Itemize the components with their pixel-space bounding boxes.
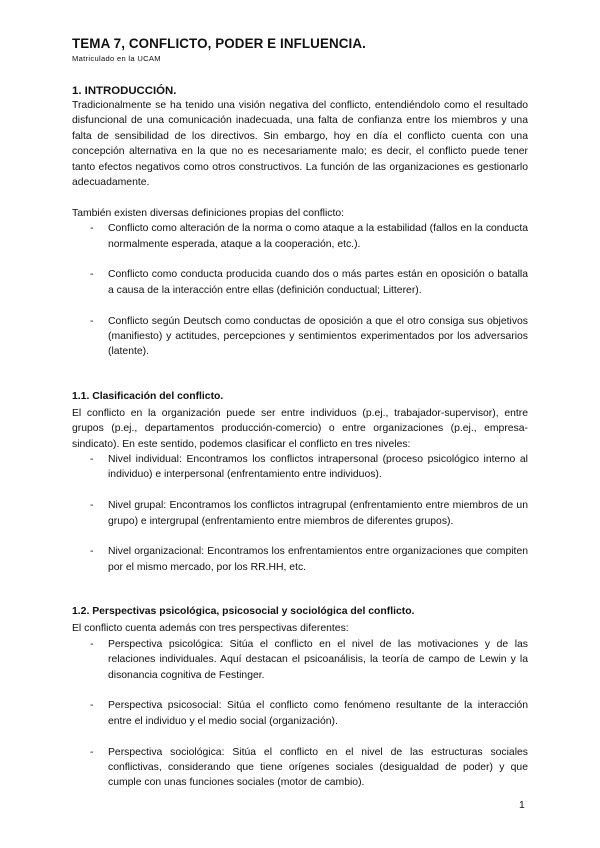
list-item-text: Conflicto según Deutsch como conductas de oposición a que el otro consiga sus objetivos (manifiesto) y actitudes, percepciones y sentimientos experimentados por los adversarios (latente). bbox=[108, 315, 528, 358]
subsection-heading-perspectivas: 1.2. Perspectivas psicológica, psicosocial y sociológica del conflicto. bbox=[72, 606, 415, 618]
list-item bbox=[72, 745, 528, 791]
list-item-text: Perspectiva psicológica: Sitúa el conflicto en el nivel de las motivaciones y de las relaciones individuales. Aquí destacan el psicoanálisis, la teoría de campo de Lewin y la disonancia cognitiva de Festinger. bbox=[108, 638, 528, 681]
dash-bullet: - bbox=[90, 223, 94, 235]
subsection-heading-clasificacion: 1.1. Clasificación del conflicto. bbox=[72, 390, 224, 402]
list-item-text: Perspectiva psicosocial: Sitúa el conflicto como fenómeno resultante de la interacción entre el individuo y el medio social (organización). bbox=[108, 700, 528, 727]
list-item-text: Nivel grupal: Encontramos los conflictos intragrupal (enfrentamiento entre miembros de un grupo) e intergrupal (enfrentamiento entre miembros de diferentes grupos). bbox=[108, 500, 528, 527]
dash-bullet: - bbox=[90, 454, 94, 466]
dash-bullet: - bbox=[90, 546, 94, 558]
list-item-text: Nivel individual: Encontramos los conflictos intrapersonal (proceso psicológico interno al individuo) e interpersonal (enfrentamiento entre individuos). bbox=[108, 454, 528, 481]
dash-bullet: - bbox=[90, 315, 94, 327]
document-page bbox=[72, 36, 528, 791]
list-item bbox=[72, 314, 528, 360]
perspectives-list bbox=[72, 637, 528, 791]
list-item-text: Perspectiva sociológica: Sitúa el conflicto en el nivel de las estructuras sociales conflictivas, considerando que tiene orígenes sociales (desigualdad de poder) y que cumple con unas funciones sociales (motor de cambio). bbox=[108, 746, 528, 789]
definitions-list bbox=[72, 221, 528, 360]
list-item-text: Conflicto como alteración de la norma o como ataque a la estabilidad (fallos en la conducta normalmente esperada, ataque a la cooperación, etc.). bbox=[108, 223, 528, 250]
list-item bbox=[72, 498, 528, 529]
levels-list bbox=[72, 452, 528, 575]
document-title: TEMA 7, CONFLICTO, PODER E INFLUENCIA. bbox=[72, 36, 366, 51]
list-item-text: Conflicto como conducta producida cuando dos o más partes están en oposición o batalla a causa de la interacción entre ellas (definición conductual; Litterer). bbox=[108, 269, 528, 296]
page-number: 1 bbox=[519, 800, 525, 811]
dash-bullet: - bbox=[90, 500, 94, 512]
document-subtitle: Matriculado en la UCAM bbox=[72, 54, 161, 63]
definitions-lead: También existen diversas definiciones propias del conflicto: bbox=[72, 207, 345, 219]
dash-bullet: - bbox=[90, 638, 94, 650]
dash-bullet: - bbox=[90, 269, 94, 281]
list-item bbox=[72, 637, 528, 683]
intro-paragraph: Tradicionalmente se ha tenido una visión negativa del conflicto, entendiéndolo como el resultado disfuncional de una comunicación inadecuada, una falta de confianza entre los miembros y una falta de sensibilidad de los directivos. Sin embargo, hoy en día el conflicto cuenta con una concepción alternativa en la que no es necesariamente malo; es decir, el conflicto puede tener tanto efectos negativos como otros constructivos. La función de las organizaciones es gestionarlo adecuadamente. bbox=[72, 100, 528, 189]
perspectives-paragraph: El conflicto cuenta además con tres perspectivas diferentes: bbox=[72, 623, 349, 635]
dash-bullet: - bbox=[90, 746, 94, 758]
list-item-text: Nivel organizacional: Encontramos los enfrentamientos entre organizaciones que compiten por el mismo mercado, por los RR.HH, etc. bbox=[108, 546, 528, 573]
dash-bullet: - bbox=[90, 700, 94, 712]
list-item bbox=[72, 544, 528, 575]
list-item bbox=[72, 452, 528, 483]
section-heading-introduccion: 1. INTRODUCCIÓN. bbox=[72, 85, 177, 97]
list-item bbox=[72, 267, 528, 298]
list-item bbox=[72, 698, 528, 729]
classification-paragraph: El conflicto en la organización puede ser entre individuos (p.ej., trabajador-supervisor), entre grupos (p.ej., departamentos producción-comercio) o entre organizaciones (p.ej., empresa-sindicato). En este sentido, podemos clasificar el conflicto en tres niveles: bbox=[72, 407, 528, 450]
list-item bbox=[72, 221, 528, 252]
